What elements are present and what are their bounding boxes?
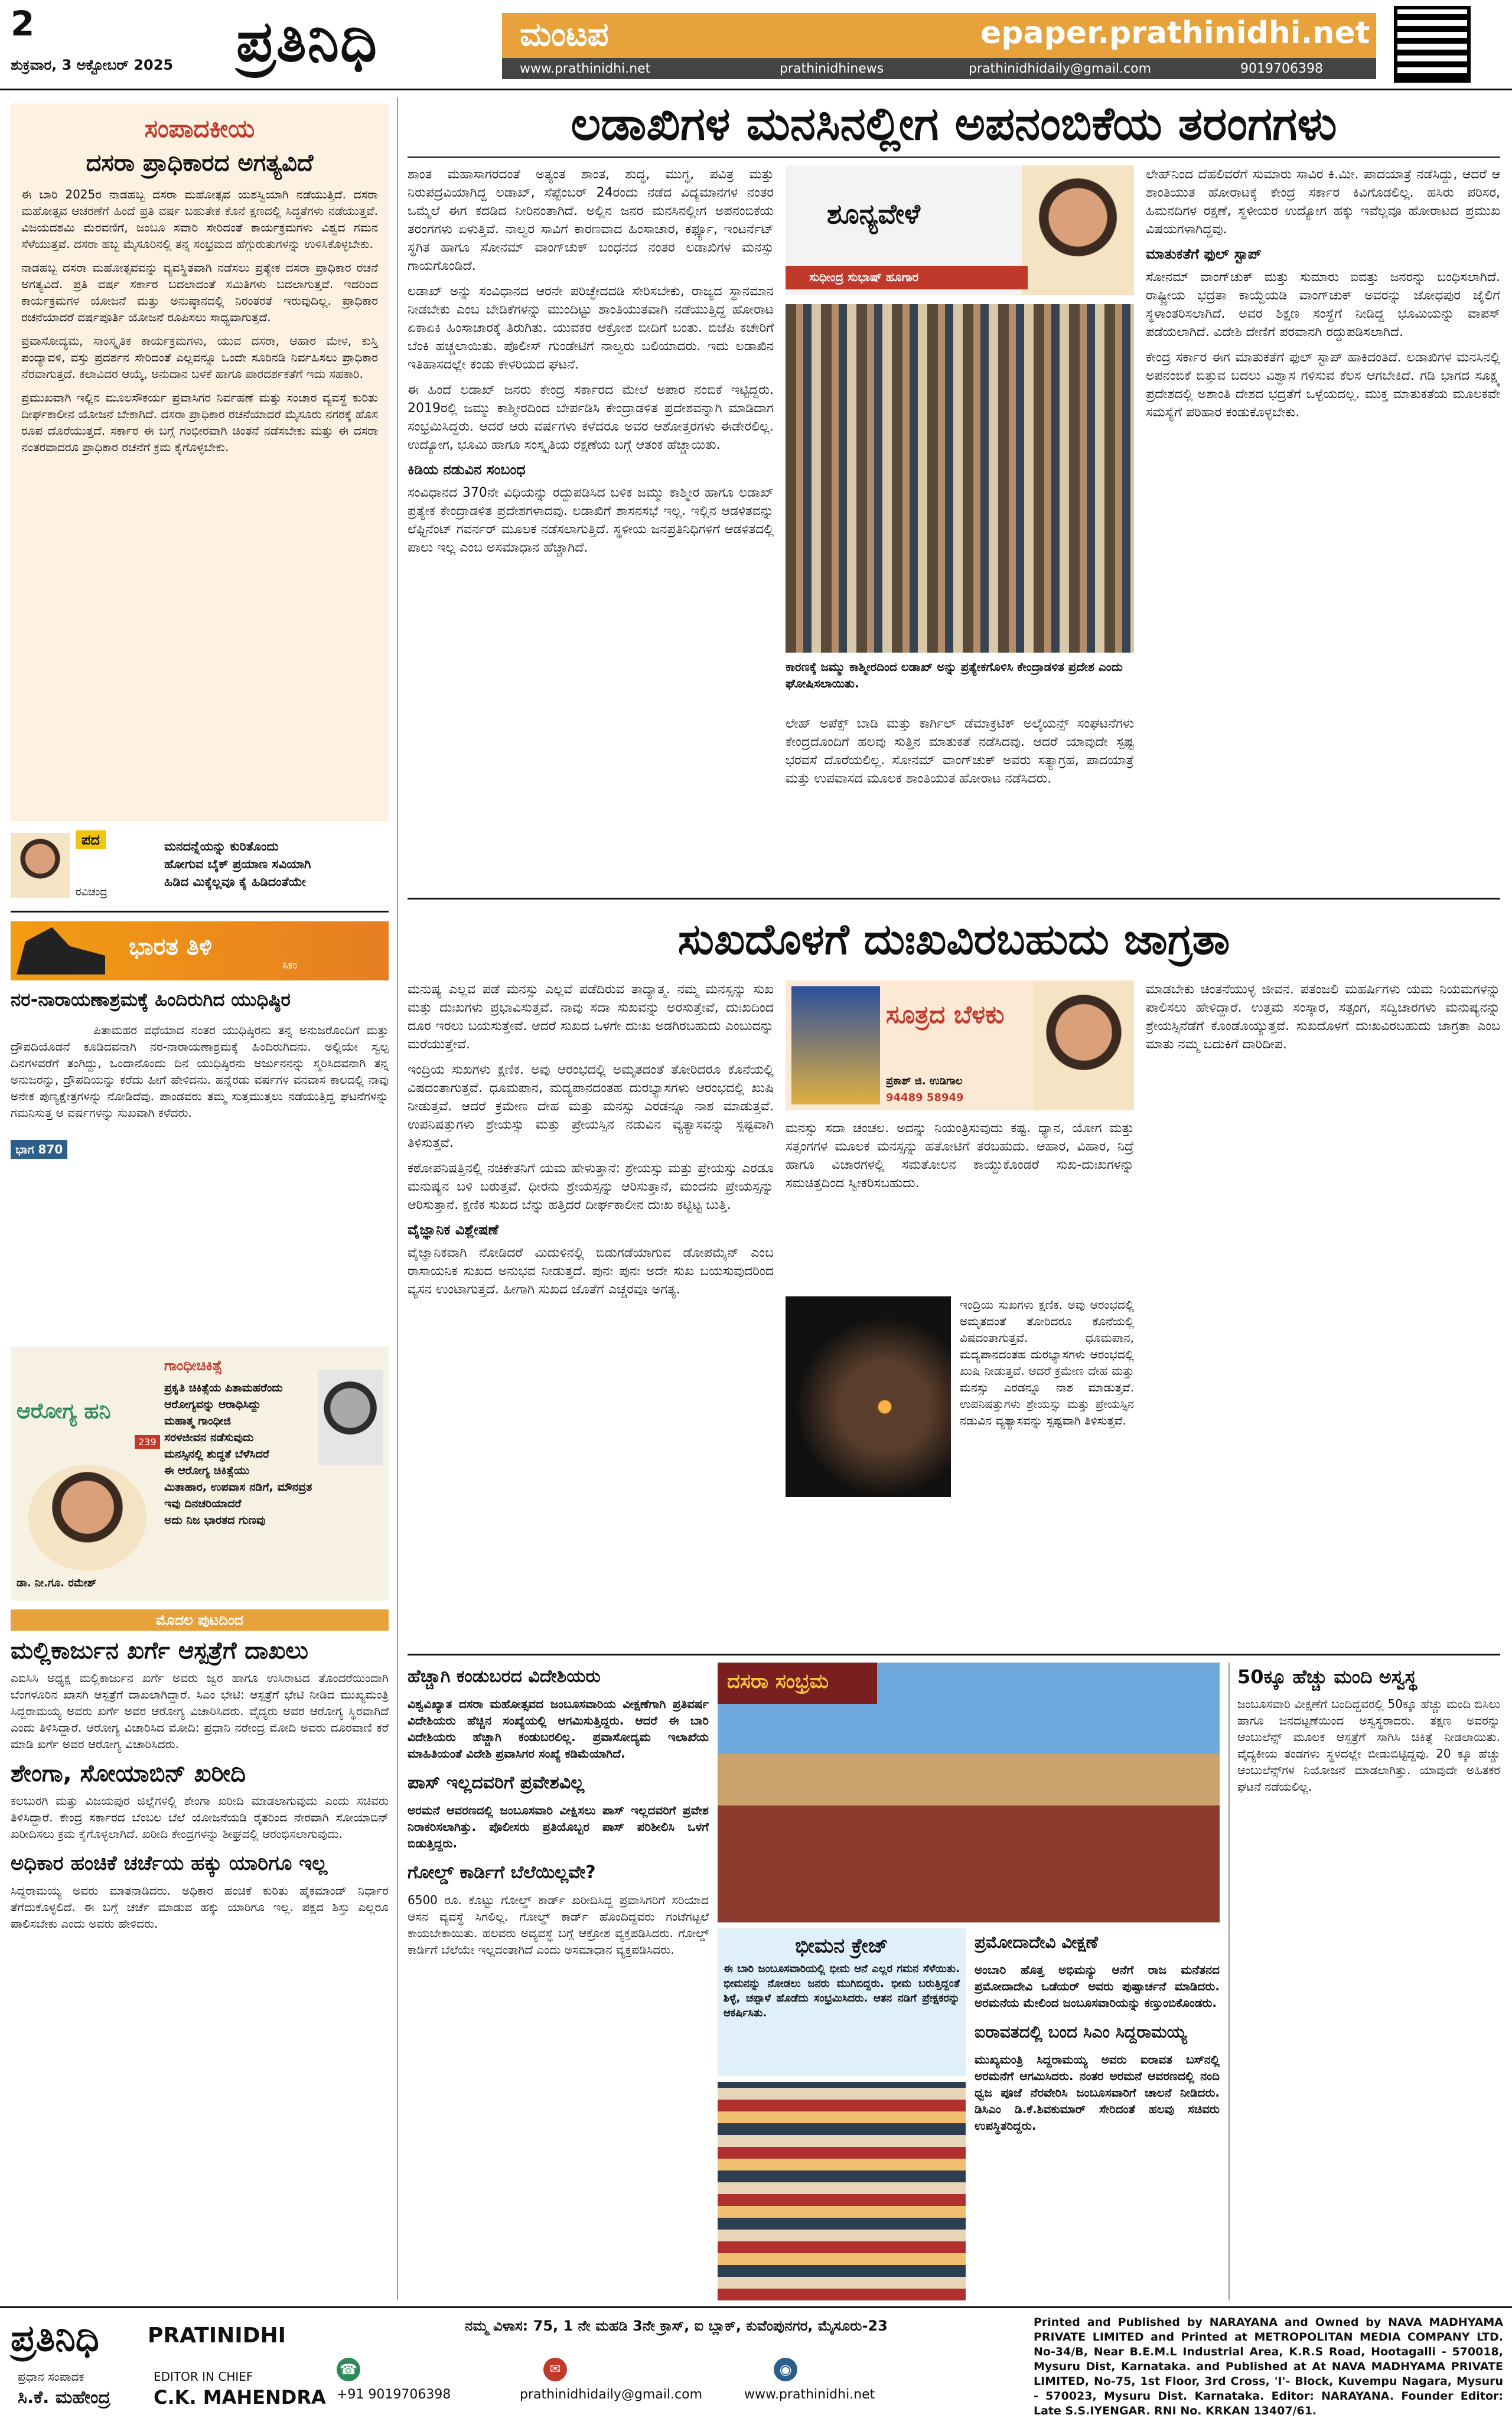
website-link[interactable]: www.prathinidhi.net — [520, 61, 651, 76]
photo-caption: ಕಾರಣಕ್ಕೆ ಜಮ್ಮು ಕಾಶ್ಮೀರದಿಂದ ಲಡಾಖ್ ಅನ್ನು ಪ್ರತ್ಯೇಕಗೊಳಿಸಿ ಕೇಂದ್ರಾಡಳಿತ ಪ್ರದೇಶ ಎಂದು ಘೋಷಿಸಲಾಯಿತು. — [786, 660, 1123, 690]
news-body: ಕಲಬುರಗಿ ಮತ್ತು ವಿಜಯಪುರ ಜಿಲ್ಲೆಗಳಲ್ಲಿ ಶೇಂಗಾ ಖರೀದಿ ಮಾಡಲಾಗುವುದು ಎಂದು ಸಚಿವರು ತಿಳಿಸಿದ್ದಾರೆ. ಕೇಂದ್ರ ಸರ್ಕಾರದ ಬೆಂಬಲ ಬೆಲೆ ಯೋಜನೆಯಡಿ ರೈತರಿಂದ ನೇರವಾಗಿ ಸೋಯಾಬಿನ್ ಖರೀದಿಸಲು ಕ್ರಮ ಕೈಗೊಳ್ಳಲಾಗಿದೆ. ಖರೀದಿ ಕೇಂದ್ರಗಳನ್ನು ಶೀಘ್ರದಲ್ಲಿ ಆರಂಭಿಸಲಾಗುವುದು. — [11, 1794, 389, 1841]
main-headline: ಲಡಾಖಿಗಳ ಮನಸಿನಲ್ಲೀಗ ಅಪನಂಬಿಕೆಯ ತರಂಗಗಳು — [571, 97, 1337, 151]
pada-line: ಮನದನ್ನೆಯನ್ನು ಕುರಿತೊಂದು — [164, 839, 279, 853]
column-name: ಶೂನ್ಯವೇಳೆ — [827, 198, 920, 230]
editor-name-kn: ಸಿ.ಕೆ. ಮಹೇಂದ್ರ — [18, 2387, 111, 2408]
columnist-phone: 94489 58949 — [886, 1091, 964, 1104]
arogya-label: ಆರೋಗ್ಯ ಹನಿ — [17, 1399, 111, 1423]
main-col-3 — [1146, 165, 1500, 892]
masthead-rule — [0, 89, 1512, 90]
arogya-line: ಇವು ದಿನಚರಿಯಾದರೆ — [164, 1497, 242, 1510]
bharata-title: ನರ-ನಾರಾಯಣಾಶ್ರಮಕ್ಕೆ ಹಿಂದಿರುಗಿದ ಯುಧಿಷ್ಠಿರ — [11, 989, 291, 1011]
news-body: ಎಐಸಿಸಿ ಅಧ್ಯಕ್ಷ ಮಲ್ಲಿಕಾರ್ಜುನ ಖರ್ಗೆ ಅವರು ಜ್ವರ ಹಾಗೂ ಉಸಿರಾಟದ ತೊಂದರೆಯಿಂದಾಗಿ ಬೆಂಗಳೂರಿನ ಖಾಸಗಿ ಆಸ್ಪತ್ರೆಗೆ ದಾಖಲಾಗಿದ್ದಾರೆ. ಸಿಎಂ ಭೇಟಿ: ಆಸ್ಪತ್ರೆಗೆ ಭೇಟಿ ನೀಡಿದ ಮುಖ್ಯಮಂತ್ರಿ ಸಿದ್ದರಾಮಯ್ಯ ಅವರು ಖರ್ಗೆ ಅವರ ಆರೋಗ್ಯ ವಿಚಾರಿಸಿದರು. ವೈದ್ಯರು ಅವರ ಆರೋಗ್ಯ ಸ್ಥಿರವಾಗಿದೆ ಎಂದು ತಿಳಿಸಿದ್ದಾರೆ. ಆರೋಗ್ಯ ವಿಚಾರಿಸಿದ ಮೋದಿ: ಪ್ರಧಾನಿ ನರೇಂದ್ರ ಮೋದಿ ಅವರು ದೂರವಾಣಿ ಕರೆ ಮಾಡಿ ಖರ್ಗೆ ಅವರ ಆರೋಗ್ಯ ವಿಚಾರಿಸಿದರು. — [11, 1671, 389, 1751]
bharata-body: ಪಿತಾಮಹರ ವಧೆಯಾದ ನಂತರ ಯುಧಿಷ್ಠಿರನು ತನ್ನ ಅನುಜರೊಂದಿಗೆ ಮತ್ತು ದ್ರೌಪದಿಯೊಡನೆ ಕೂಡಿದವನಾಗಿ ನರ-ನಾರಾಯಣಾಶ್ರಮಕ್ಕೆ ಹಿಂದಿರುಗಿದನು. ಅಲ್ಲಿಯೇ ಸ್ವಲ್ಪ ದಿನಗಳವರೆಗೆ ತಂಗಿದ್ದು, ಒಂದಾನೊಂದು ದಿನ ಯುಧಿಷ್ಠಿರನು ಅರ್ಜುನನನ್ನು ಸ್ಮರಿಸಿದವನಾಗಿ ತನ್ನ ಅನುಜರನ್ನು, ದ್ರೌಪದಿಯನ್ನು ಕರೆದು ಹೀಗೆ ಹೇಳಿದನು. ಹನ್ನೆರಡು ವರ್ಷಗಳ ವನವಾಸ ಕಾಲದಲ್ಲಿ ನಾವು ಅನೇಕ ಪುಣ್ಯಕ್ಷೇತ್ರಗಳನ್ನು ನೋಡಿದೆವು. ಪಾಂಡವರು ತಮ್ಮ ಸುತ್ತಮುತ್ತಲು ನಡೆಯುತ್ತಿದ್ದ ಘಟನೆಗಳನ್ನು ಗಮನಿಸುತ್ತ ಆ ವರ್ಷಗಳನ್ನು ಸುಖವಾಗಿ ಕಳೆದರು. — [11, 1023, 389, 1120]
article-paragraph: ಮನುಷ್ಯ ಎಲ್ಲವ ಪಡೆ ಮನಸ್ಸು ಎಲ್ಲವೆ ಪಡೆದಿರುವ ತಾದ್ಯಾತ್ಮ. ನಮ್ಮ ಮನಸ್ಸನ್ನು ಸುಖ ಮತ್ತು ದುಃಖಗಳು ಪ್ರಭಾವಿಸುತ್ತವೆ. ನಾವು ಸದಾ ಸುಖವನ್ನು ಅರಸುತ್ತೇವೆ, ದುಃಖದಿಂದ ದೂರ ಇರಲು ಬಯಸುತ್ತೇವೆ. ಆದರೆ ಸುಖದ ಒಳಗೇ ದುಃಖ ಅಡಗಿರಬಹುದು ಎಂಬುದನ್ನು ಮರೆಯುತ್ತೇವೆ. — [408, 982, 774, 1052]
phone-icon: ☎ — [337, 2358, 360, 2381]
news-body: ಜಂಬೂಸವಾರಿ ವೀಕ್ಷಣೆಗೆ ಬಂದಿದ್ದವರಲ್ಲಿ 50ಕ್ಕೂ ಹೆಚ್ಚು ಮಂದಿ ಬಿಸಿಲು ಹಾಗೂ ಜನದಟ್ಟಣೆಯಿಂದ ಅಸ್ವಸ್ಥರಾದರು. ತಕ್ಷಣ ಅವರನ್ನು ಆಂಬುಲೆನ್ಸ್ ಮೂಲಕ ಆಸ್ಪತ್ರೆಗೆ ಸಾಗಿಸಿ ಚಿಕಿತ್ಸೆ ನೀಡಲಾಯಿತು. ವೈದ್ಯಕೀಯ ತಂಡಗಳು ಸ್ಥಳದಲ್ಲೇ ಬೀಡುಬಿಟ್ಟಿದ್ದವು. 20 ಕ್ಕೂ ಹೆಚ್ಚು ಆಂಬುಲೆನ್ಸ್‌ಗಳ ನಿಯೋಜನೆ ಮಾಡಲಾಗಿತ್ತು. ಯಾವುದೇ ಅಹಿತಕರ ಘಟನೆ ನಡೆಯಲಿಲ್ಲ. — [1237, 1697, 1500, 1794]
news-title: ಪ್ರಮೋದಾದೇವಿ ವೀಕ್ಷಣೆ — [975, 1932, 1098, 1952]
pada-line: ಹಿಡಿದ ಮಿಕ್ಕೆಲ್ಲವೂ ಕೈ ಹಿಡಿದಂತೆಯೇ — [164, 875, 306, 889]
news-title: ಐರಾವತದಲ್ಲಿ ಬಂದ ಸಿಎಂ ಸಿದ್ದರಾಮಯ್ಯ — [975, 2022, 1187, 2042]
smoker-photo — [786, 1296, 951, 1497]
news-title: ಪಾಸ್ ಇಲ್ಲದವರಿಗೆ ಪ್ರವೇಶವಿಲ್ಲ — [408, 1772, 585, 1793]
article-paragraph: ವೈಜ್ಞಾನಿಕವಾಗಿ ನೋಡಿದರೆ ಮಿದುಳಿನಲ್ಲಿ ಬಿಡುಗಡೆಯಾಗುವ ಡೋಪಮೈನ್ ಎಂಬ ರಾಸಾಯನಿಕ ಸುಖದ ಅನುಭವ ನೀಡುತ್ತದೆ. ಪುನಃ ಪುನಃ ಅದೇ ಸುಖ ಬಯಸುವುದರಿಂದ ವ್ಯಸನ ಉಂಟಾಗುತ್ತದೆ. ಹೀಗಾಗಿ ಸುಖದ ಜೊತೆಗೆ ಎಚ್ಚರವೂ ಅಗತ್ಯ. — [408, 1246, 774, 1297]
arogya-author: ಡಾ. ನೀ.ಗೂ. ರಮೇಶ್ — [17, 1577, 97, 1589]
bharata-badge: ಭಾಗ 870 — [11, 1140, 67, 1159]
ladakh-crowd-photo — [786, 304, 1134, 653]
qr-code-icon[interactable] — [1394, 6, 1471, 83]
news-body: ಅರಮನೆ ಆವರಣದಲ್ಲಿ ಜಂಬೂಸವಾರಿ ವೀಕ್ಷಿಸಲು ಪಾಸ್ ಇಲ್ಲದವರಿಗೆ ಪ್ರವೇಶ ನಿರಾಕರಿಸಲಾಗಿತ್ತು. ಪೊಲೀಸರು ಪ್ರತಿಯೊಬ್ಬರ ಪಾಸ್ ಪರಿಶೀಲಿಸಿ ಒಳಗೆ ಬಿಡುತ್ತಿದ್ದರು. — [408, 1803, 709, 1850]
sootra-banner — [786, 980, 1134, 1110]
masthead-logo: ಪ್ರತಿನಿಧಿ — [236, 8, 379, 74]
email-link[interactable]: prathinidhidaily@gmail.com — [969, 61, 1152, 76]
main-col-1 — [408, 165, 774, 892]
news-body: ಸಿದ್ದರಾಮಯ್ಯ ಅವರು ಮಾತನಾಡಿದರು. ಅಧಿಕಾರ ಹಂಚಿಕೆ ಕುರಿತು ಹೈಕಮಾಂಡ್ ನಿರ್ಧಾರ ತೆಗೆದುಕೊಳ್ಳಲಿದೆ. ಈ ಬಗ್ಗೆ ಚರ್ಚೆ ಮಾಡುವ ಹಕ್ಕು ಯಾರಿಗೂ ಇಲ್ಲ. ಪಕ್ಷದ ಶಿಸ್ತು ಎಲ್ಲರೂ ಪಾಲಿಸಬೇಕು ಎಂದು ಅವರು ಹೇಳಿದರು. — [11, 1883, 389, 1931]
globe-icon: ◉ — [774, 2358, 797, 2381]
page-number: 2 — [11, 4, 35, 44]
arogya-line: ಮನಸ್ಸಿನಲ್ಲಿ ಶುದ್ಧತೆ ಬೆಳೆಸಿದರೆ — [164, 1448, 269, 1461]
arogya-line: ಆರೋಗ್ಯವನ್ನು ಆರಾಧಿಸಿದ್ದು — [164, 1398, 261, 1411]
article-subhead: ಕಿಡಿಯ ನಡುವಿನ ಸಂಬಂಧ — [408, 461, 526, 478]
arogya-subtitle: ಗಾಂಧೀಚಿಕಿತ್ಸೆ — [164, 1357, 222, 1374]
footer-phone[interactable]: +91 9019706398 — [337, 2387, 451, 2402]
column-banner — [786, 165, 1134, 295]
footer-email[interactable]: prathinidhidaily@gmail.com — [520, 2387, 703, 2402]
columnist-name: ಸುಧೀಂದ್ರ ಸುಭಾಷ್ ಹೂಗಾರ — [809, 270, 919, 284]
pada-line: ಹೋಗುವ ಬೈಕ್ ಪ್ರಯಾಣ ಸವಿಯಾಗಿ — [164, 857, 311, 871]
bottom-col-1 — [408, 1663, 709, 2300]
article-paragraph: ಕಠೋಪನಿಷತ್ತಿನಲ್ಲಿ ನಚಿಕೇತನಿಗೆ ಯಮ ಹೇಳುತ್ತಾನೆ: ಶ್ರೇಯಸ್ಸು ಮತ್ತು ಪ್ರೇಯಸ್ಸು ಎರಡೂ ಮನುಷ್ಯನ ಬಳಿ ಬರುತ್ತವೆ. ಧೀರನು ಶ್ರೇಯಸ್ಸನ್ನು ಆರಿಸುತ್ತಾನೆ, ಮಂದನು ಪ್ರೇಯಸ್ಸನ್ನು ಆರಿಸುತ್ತಾನೆ. ಕ್ಷಣಿಕ ಸುಖದ ಬೆನ್ನು ಹತ್ತಿದರೆ ದೀರ್ಘಕಾಲೀನ ದುಃಖ ಕಟ್ಟಿಟ್ಟ ಬುತ್ತಿ. — [408, 1161, 774, 1213]
column-divider — [1228, 1663, 1230, 2300]
social-handle[interactable]: prathinidhinews — [780, 61, 884, 76]
pada-author-photo — [11, 833, 70, 898]
section-rule — [408, 1654, 1500, 1655]
left-news-label: ಮೊದಲ ಪುಟದಿಂದ — [11, 1609, 389, 1631]
footer-logo-en: PRATINIDHI — [148, 2323, 286, 2348]
crowd-photo — [718, 2082, 966, 2300]
arogya-line: ಸರಳಜೀವನ ನಡೆಸುವುದು — [164, 1431, 254, 1444]
article-paragraph: ಮಾಡಬೇಕು ಚಿಂತನೆಯುಳ್ಳ ಜೀವನ. ಪತಂಜಲಿ ಮಹರ್ಷಿಗಳು ಯಮ ನಿಯಮಗಳನ್ನು ಪಾಲಿಸಲು ಹೇಳಿದ್ದಾರೆ. ಉತ್ತಮ ಸಂಸ್ಕಾರ, ಸತ್ಸಂಗ, ಸದ್ವಿಚಾರಗಳು ಮನುಷ್ಯನನ್ನು ಶ್ರೇಯಸ್ಸಿನೆಡೆಗೆ ಕೊಂಡೊಯ್ಯುತ್ತವೆ. ಸುಖದೊಳಗೆ ದುಃಖವಿರಬಹುದು ಜಾಗ್ರತಾ ಎಂಬ ಮಾತು ನಮ್ಮ ಬದುಕಿಗೆ ದಾರಿದೀಪ. — [1146, 982, 1500, 1052]
footer-website[interactable]: www.prathinidhi.net — [744, 2387, 875, 2402]
article-subhead: ಮಾತುಕತೆಗೆ ಫುಲ್ ಸ್ಟಾಪ್ — [1146, 246, 1262, 262]
dasara-label: ದಸರಾ ಸಂಭ್ರಮ — [727, 1670, 829, 1693]
editor-name-en: C.K. MAHENDRA — [154, 2386, 326, 2409]
bottom-col-3 — [975, 1928, 1220, 2300]
bharata-banner — [11, 921, 389, 980]
news-body: ಮುಖ್ಯಮಂತ್ರಿ ಸಿದ್ದರಾಮಯ್ಯ ಅವರು ಐರಾವತ ಬಸ್‌ನಲ್ಲಿ ಅರಮನೆಗೆ ಆಗಮಿಸಿದರು. ನಂತರ ಅರಮನೆ ಆವರಣದಲ್ಲಿ ನಂದಿ ಧ್ವಜ ಪೂಜೆ ನೆರವೇರಿಸಿ ಜಂಬೂಸವಾರಿಗೆ ಚಾಲನೆ ನೀಡಿದರು. ಡಿಸಿಎಂ ಡಿ.ಕೆ.ಶಿವಕುಮಾರ್ ಸೇರಿದಂತೆ ಹಲವು ಸಚಿವರು ಉಪಸ್ಥಿತರಿದ್ದರು. — [975, 2052, 1220, 2133]
footer — [0, 2310, 1512, 2428]
news-title: ಅಧಿಕಾರ ಹಂಚಿಕೆ ಚರ್ಚೆಯ ಹಕ್ಕು ಯಾರಿಗೂ ಇಲ್ಲ — [11, 1852, 328, 1875]
chariot-icon — [17, 927, 105, 975]
news-title: ಶೇಂಗಾ, ಸೋಯಾಬಿನ್ ಖರೀದಿ — [11, 1760, 246, 1787]
article-paragraph: ಕೇಂದ್ರ ಸರ್ಕಾರ ಈಗ ಮಾತುಕತೆಗೆ ಫುಲ್ ಸ್ಟಾಪ್ ಹಾಕಿದಂತಿದೆ. ಲಡಾಖಿಗಳ ಮನಸಿನಲ್ಲಿ ಅಪನಂಬಿಕೆ ಬಿತ್ತುವ ಬದಲು ವಿಶ್ವಾಸ ಗಳಿಸುವ ಕೆಲಸ ಆಗಬೇಕಿದೆ. ಗಡಿ ಭಾಗದ ಸೂಕ್ಷ್ಮ ಪ್ರದೇಶದಲ್ಲಿ ಅಶಾಂತಿ ದೇಶದ ಭದ್ರತೆಗೆ ಒಳ್ಳೆಯದಲ್ಲ. ಮುಕ್ತ ಮಾತುಕತೆಯ ಮೂಲಕವೇ ಸಮಸ್ಯೆಗೆ ಪರಿಹಾರ ಕಂಡುಕೊಳ್ಳಬೇಕು. — [1146, 350, 1500, 420]
bheema-box — [718, 1928, 966, 2076]
columnist-photo — [1034, 980, 1134, 1110]
columnist-photo — [1022, 165, 1134, 295]
arogya-box — [11, 1347, 389, 1601]
article-paragraph: ಲೇಹ್‌ನಿಂದ ದೆಹಲಿವರೆಗೆ ಸುಮಾರು ಸಾವಿರ ಕಿ.ಮೀ. ಪಾದಯಾತ್ರೆ ನಡೆಸಿದ್ದು, ಆದರೆ ಆ ಶಾಂತಿಯುತ ಹೋರಾಟಕ್ಕೆ ಕೇಂದ್ರ ಸರ್ಕಾರ ಕಿವಿಗೊಡಲಿಲ್ಲ. ಹಸಿರು ಪರಿಸರ, ಹಿಮನದಿಗಳ ರಕ್ಷಣೆ, ಸ್ಥಳೀಯರ ಉದ್ಯೋಗ ಹಕ್ಕು ಇವೆಲ್ಲವೂ ಹೋರಾಟದ ಪ್ರಮುಖ ವಿಷಯಗಳಾಗಿದ್ದವು. — [1146, 167, 1500, 237]
epaper-link[interactable]: epaper.prathinidhi.net — [980, 15, 1370, 51]
arogya-line: ಈ ಆರೋಗ್ಯ ಚಿಕಿತ್ಸೆಯು — [164, 1464, 250, 1477]
editorial-paragraph: ಈ ಬಾರಿ 2025ರ ನಾಡಹಬ್ಬ ದಸರಾ ಮಹೋತ್ಸವ ಯಶಸ್ವಿಯಾಗಿ ನಡೆಯುತ್ತಿದೆ. ದಸರಾ ಮಹೋತ್ಸವ ಆಚರಣೆಗೆ ಹಿಂದೆ ಪ್ರತಿ ವರ್ಷ ಬಹುತೇಕ ಕೊನೆ ಕ್ಷಣದಲ್ಲಿ ಸಿದ್ಧತೆಗಳು ನಡೆಯುತ್ತವೆ. ವಿಜಯದಶಮಿ ಮೆರವಣಿಗೆ, ಜಂಬೂ ಸವಾರಿ ಸೇರಿದಂತೆ ಕಾರ್ಯಕ್ರಮಗಳು ವಿಶ್ವದ ಗಮನ ಸೆಳೆಯುತ್ತವೆ. ದಸರಾ ಹಬ್ಬ ಮೈಸೂರಿನಲ್ಲಿ ತನ್ನ ಸಂಭ್ರಮದ ಹೆಗ್ಗುರುತುಗಳನ್ನು ಉಳಿಸಿಕೊಳ್ಳಬೇಕು. — [21, 187, 378, 251]
arogya-verse — [164, 1380, 330, 1529]
columnist-name: ಪ್ರಕಾಶ್ ಜಿ. ಉಡಿಗಾಲ — [886, 1075, 963, 1087]
editorial-title: ದಸರಾ ಪ್ರಾಧಿಕಾರದ ಅಗತ್ಯವಿದೆ — [86, 149, 314, 177]
arogya-line: ಅದು ನಿಜ ಭಾರತದ ಗುಣವು — [164, 1514, 266, 1527]
arogya-line: ಪ್ರಕೃತಿ ಚಿಕಿತ್ಸೆಯ ಪಿತಾಮಹರೆಂದು — [164, 1381, 283, 1394]
footer-logo: ಪ್ರತಿನಿಧಿ — [11, 2316, 99, 2359]
deity-image — [791, 986, 880, 1104]
bharata-label: ಭಾರತ ತಿಳಿ — [129, 933, 212, 960]
date-line: ಶುಕ್ರವಾರ, 3 ಅಕ್ಟೋಬರ್ 2025 — [11, 57, 174, 73]
editorial-paragraph: ಪ್ರವಾಸೋದ್ಯಮ, ಸಾಂಸ್ಕೃತಿಕ ಕಾರ್ಯಕ್ರಮಗಳು, ಯುವ ದಸರಾ, ಆಹಾರ ಮೇಳ, ಕುಸ್ತಿ ಪಂದ್ಯಾವಳಿ, ವಸ್ತು ಪ್ರದರ್ಶನ ಸೇರಿದಂತೆ ಎಲ್ಲವನ್ನೂ ಒಂದೇ ಸೂರಿನಡಿ ನಿರ್ವಹಿಸಲು ಪ್ರಾಧಿಕಾರ ನೆರವಾಗುತ್ತದೆ. ಕಲಾವಿದರ ಆಯ್ಕೆ, ಅನುದಾನ ಬಳಕೆ ಹಾಗೂ ಪಾರದರ್ಶಕತೆಗೆ ಇದು ಸಹಕಾರಿ. — [21, 334, 378, 381]
pada-author: ರವಿಚಂದ್ರ — [76, 886, 107, 898]
arogya-author-photo — [28, 1465, 146, 1571]
news-body: ಅಂಬಾರಿ ಹೊತ್ತ ಅಭಿಮನ್ಯು ಆನೆಗೆ ರಾಜ ಮನೆತನದ ಪ್ರಮೋದಾದೇವಿ ಒಡೆಯರ್ ಅವರು ಪುಷ್ಪಾರ್ಚನೆ ಮಾಡಿದರು. ಅರಮನೆಯ ಮೇಲಿಂದ ಜಂಬೂಸವಾರಿಯನ್ನು ಕಣ್ತುಂಬಿಕೊಂಡರು. — [975, 1963, 1220, 2010]
article-paragraph: ಇಂದ್ರಿಯ ಸುಖಗಳು ಕ್ಷಣಿಕ. ಅವು ಆರಂಭದಲ್ಲಿ ಅಮೃತದಂತೆ ತೋರಿದರೂ ಕೊನೆಯಲ್ಲಿ ವಿಷದಂತಾಗುತ್ತವೆ. ಧೂಮಪಾನ, ಮದ್ಯಪಾನದಂತಹ ದುರಭ್ಯಾಸಗಳು ಆರಂಭದಲ್ಲಿ ಖುಷಿ ನೀಡುತ್ತವೆ. ಆದರೆ ಕ್ರಮೇಣ ದೇಹ ಮತ್ತು ಮನಸ್ಸು ಎರಡನ್ನೂ ನಾಶ ಮಾಡುತ್ತವೆ. ಉಪನಿಷತ್ತುಗಳು ಶ್ರೇಯಸ್ಸು ಮತ್ತು ಪ್ರೇಯಸ್ಸಿನ ನಡುವಿನ ವ್ಯತ್ಯಾಸವನ್ನು ಸ್ಪಷ್ಟವಾಗಿ ತಿಳಿಸುತ್ತವೆ. — [408, 1063, 774, 1151]
phone-number[interactable]: 9019706398 — [1240, 61, 1323, 76]
article-paragraph: ಇಂದ್ರಿಯ ಸುಖಗಳು ಕ್ಷಣಿಕ. ಅವು ಆರಂಭದಲ್ಲಿ ಅಮೃತದಂತೆ ತೋರಿದರೂ ಕೊನೆಯಲ್ಲಿ ವಿಷದಂತಾಗುತ್ತವೆ. ಧೂಮಪಾನ, ಮದ್ಯಪಾನದಂತಹ ದುರಭ್ಯಾಸಗಳು ಆರಂಭದಲ್ಲಿ ಖುಷಿ ನೀಡುತ್ತವೆ. ಆದರೆ ಕ್ರಮೇಣ ದೇಹ ಮತ್ತು ಮನಸ್ಸು ಎರಡನ್ನೂ ನಾಶ ಮಾಡುತ್ತವೆ. ಉಪನಿಷತ್ತುಗಳು ಶ್ರೇಯಸ್ಸು ಮತ್ತು ಪ್ರೇಯಸ್ಸಿನ ನಡುವಿನ ವ್ಯತ್ಯಾಸವನ್ನು ಸ್ಪಷ್ಟವಾಗಿ ತಿಳಿಸುತ್ತವೆ. — [960, 1298, 1134, 1428]
editorial-paragraph: ನಾಡಹಬ್ಬ ದಸರಾ ಮಹೋತ್ಸವವನ್ನು ವ್ಯವಸ್ಥಿತವಾಗಿ ನಡೆಸಲು ಪ್ರತ್ಯೇಕ ದಸರಾ ಪ್ರಾಧಿಕಾರ ರಚನೆ ಅಗತ್ಯವಿದೆ. ಪ್ರತಿ ವರ್ಷ ಸರ್ಕಾರ ಬದಲಾದಂತೆ ಸಮಿತಿಗಳು ಬದಲಾಗುತ್ತವೆ. ಇದರಿಂದ ಕಾರ್ಯಕ್ರಮಗಳ ಯೋಜನೆ ಮತ್ತು ಅನುಷ್ಠಾನದಲ್ಲಿ ನಿರಂತರತೆ ಇರುವುದಿಲ್ಲ. ಪ್ರಾಧಿಕಾರ ರಚನೆಯಾದರೆ ವರ್ಷಪೂರ್ತಿ ಯೋಜನೆ ರೂಪಿಸಲು ಸಾಧ್ಯವಾಗುತ್ತದೆ. — [21, 260, 378, 324]
pada-box — [11, 827, 389, 912]
footer-rule — [0, 2306, 1512, 2308]
news-title: ಗೋಲ್ಡ್ ಕಾರ್ಡಿಗೆ ಬೆಲೆಯಿಲ್ಲವೇ? — [408, 1862, 596, 1883]
editorial-label: ಸಂಪಾದಕೀಯ — [144, 114, 255, 143]
headline-rule — [408, 157, 1500, 158]
arogya-line: ಮಹಾತ್ಮ ಗಾಂಧೀಜಿ — [164, 1415, 232, 1428]
news-title: ಮಲ್ಲಿಕಾರ್ಜುನ ಖರ್ಗೆ ಆಸ್ಪತ್ರೆಗೆ ದಾಖಲು — [11, 1637, 308, 1664]
editorial-paragraph: ಪ್ರಮುಖವಾಗಿ ಇಲ್ಲಿನ ಮೂಲಸೌಕರ್ಯ ಪ್ರವಾಸಿಗರ ನಿರ್ವಹಣೆ ಮತ್ತು ಸಂಚಾರ ವ್ಯವಸ್ಥೆ ಕುರಿತು ದೀರ್ಘಕಾಲೀನ ಯೋಜನೆ ಬೇಕಾಗಿದೆ. ದಸರಾ ಪ್ರಾಧಿಕಾರ ರಚನೆಯಾದರೆ ಮೈಸೂರು ನಗರಕ್ಕೆ ಹೊಸ ರೂಪ ದೊರೆಯುತ್ತದೆ. ಸರ್ಕಾರ ಈ ಬಗ್ಗೆ ಗಂಭೀರವಾಗಿ ಚಿಂತನೆ ನಡೆಸಬೇಕು ಮತ್ತು ಈ ದಸರಾ ನಂತರವಾದರೂ ಪ್ರಾಧಿಕಾರ ರಚನೆಗೆ ಕ್ರಮ ಕೈಗೊಳ್ಳಬೇಕು. — [21, 390, 378, 454]
masthead — [0, 0, 1512, 86]
news-title: 50ಕ್ಕೂ ಹೆಚ್ಚು ಮಂದಿ ಅಸ್ವಸ್ಥ — [1237, 1666, 1417, 1688]
pada-verse — [164, 837, 311, 891]
news-body: ಈ ಬಾರಿ ಜಂಬೂಸವಾರಿಯಲ್ಲಿ ಭೀಮ ಆನೆ ಎಲ್ಲರ ಗಮನ ಸೆಳೆಯಿತು. ಭೀಮನನ್ನು ನೋಡಲು ಜನರು ಮುಗಿಬಿದ್ದರು. ಭೀಮ ಬರುತ್ತಿದ್ದಂತೆ ಶಿಳ್ಳೆ, ಚಪ್ಪಾಳೆ ಹೊಡೆದು ಸಂಭ್ರಮಿಸಿದರು. ಆತನ ನಡಿಗೆ ಪ್ರೇಕ್ಷಕರನ್ನು ಆಕರ್ಷಿಸಿತು. — [724, 1963, 960, 2019]
arogya-number: 239 — [135, 1435, 160, 1449]
section-rule — [408, 898, 1500, 899]
footer-address: ನಮ್ಮ ವಿಳಾಸ: 75, 1 ನೇ ಮಹಡಿ 3ನೇ ಕ್ರಾಸ್, ಐ ಬ್ಲಾಕ್, ಕುವೆಂಪುನಗರ, ಮೈಸೂರು-23 — [465, 2318, 888, 2334]
article-paragraph: ಸಂವಿಧಾನದ 370ನೇ ವಿಧಿಯನ್ನು ರದ್ದುಪಡಿಸಿದ ಬಳಿಕ ಜಮ್ಮು ಕಾಶ್ಮೀರ ಹಾಗೂ ಲಡಾಖ್ ಪ್ರತ್ಯೇಕ ಕೇಂದ್ರಾಡಳಿತ ಪ್ರದೇಶಗಳಾದವು. ಲಡಾಖಿಗೆ ಶಾಸನಸಭೆ ಇಲ್ಲ. ಇಲ್ಲಿನ ಆಡಳಿತವನ್ನು ಲೆಫ್ಟಿನೆಂಟ್ ಗವರ್ನರ್ ಮೂಲಕ ನಡೆಸಲಾಗುತ್ತಿದೆ. ಸ್ಥಳೀಯ ಜನಪ್ರತಿನಿಧಿಗಳಿಗೆ ಆಡಳಿತದಲ್ಲಿ ಪಾಲು ಇಲ್ಲ ಎಂಬ ಅಸಮಾಧಾನ ಹೆಚ್ಚಾಗಿದೆ. — [408, 485, 774, 555]
article-paragraph: ಸೋನಮ್ ವಾಂಗ್‌ಚುಕ್ ಮತ್ತು ಸುಮಾರು ಐವತ್ತು ಜನರನ್ನು ಬಂಧಿಸಲಾಗಿದೆ. ರಾಷ್ಟ್ರೀಯ ಭದ್ರತಾ ಕಾಯ್ದೆಯಡಿ ವಾಂಗ್‌ಚುಕ್ ಅವರನ್ನು ಜೋಧಪುರ ಜೈಲಿಗೆ ಸ್ಥಳಾಂತರಿಸಲಾಗಿದೆ. ಅವರ ಶಿಕ್ಷಣ ಸಂಸ್ಥೆಗೆ ನೀಡಿದ್ದ ಭೂಮಿಯನ್ನು ವಾಪಸ್ ಪಡೆಯಲಾಗಿದೆ. ವಿದೇಶಿ ದೇಣಿಗೆ ಪರವಾನಗಿ ರದ್ದುಪಡಿಸಲಾಗಿದೆ. — [1146, 270, 1500, 340]
editor-label-kn: ಪ್ರಧಾನ ಸಂಪಾದಕ — [18, 2370, 84, 2384]
second-headline: ಸುಖದೊಳಗೆ ದುಃಖವಿರಬಹುದು ಜಾಗ್ರತಾ — [677, 914, 1230, 964]
bharata-author: ಸಿಕಂ — [282, 959, 298, 972]
arogya-line: ಮಿತಾಹಾರ, ಉಪವಾಸ ನಡಿಗೆ, ಮೌನವ್ರತ — [164, 1481, 312, 1494]
news-title: ಹೆಚ್ಚಾಗಿ ಕಂಡುಬರದ ವಿದೇಶಿಯರು — [408, 1666, 601, 1687]
column-name: ಸೂತ್ರದ ಬೆಳಕು — [886, 1000, 1005, 1029]
article-paragraph: ಲೇಹ್ ಅಪೆಕ್ಸ್ ಬಾಡಿ ಮತ್ತು ಕಾರ್ಗಿಲ್ ಡೆಮಾಕ್ರಟಿಕ್ ಅಲೈಯನ್ಸ್ ಸಂಘಟನೆಗಳು ಕೇಂದ್ರದೊಂದಿಗೆ ಹಲವು ಸುತ್ತಿನ ಮಾತುಕತೆ ನಡೆಸಿದವು. ಆದರೆ ಯಾವುದೇ ಸ್ಪಷ್ಟ ಭರವಸೆ ದೊರೆಯಲಿಲ್ಲ. ಸೋನಮ್ ವಾಂಗ್‌ಚುಕ್ ಅವರು ಸತ್ಯಾಗ್ರಹ, ಪಾದಯಾತ್ರೆ ಮತ್ತು ಉಪವಾಸದ ಮೂಲಕ ಶಾಂತಿಯುತ ಹೋರಾಟ ನಡೆಸಿದರು. — [786, 716, 1134, 786]
article-paragraph: ಲಡಾಖ್ ಅನ್ನು ಸಂವಿಧಾನದ ಆರನೇ ಪರಿಚ್ಛೇದದಡಿ ಸೇರಿಸಬೇಕು, ರಾಜ್ಯದ ಸ್ಥಾನಮಾನ ನೀಡಬೇಕು ಎಂಬ ಬೇಡಿಕೆಗಳನ್ನು ಮುಂದಿಟ್ಟು ಶಾಂತಿಯುತವಾಗಿ ನಡೆಯುತ್ತಿದ್ದ ಹೋರಾಟ ಏಕಾಏಕಿ ಹಿಂಸಾಚಾರಕ್ಕೆ ತಿರುಗಿತು. ಯುವಕರ ಆಕ್ರೋಶ ಬೀದಿಗೆ ಬಂತು. ಬಿಜೆಪಿ ಕಚೇರಿಗೆ ಬೆಂಕಿ ಹಚ್ಚಲಾಯಿತು. ಪೊಲೀಸ್ ಗುಂಡೇಟಿಗೆ ನಾಲ್ವರು ಬಲಿಯಾದರು. ಇದು ಲಡಾಖಿನ ಇತಿಹಾಸದಲ್ಲೇ ಕಂಡು ಕೇಳರಿಯದ ಘಟನೆ. — [408, 284, 774, 372]
footer-imprint: Printed and Published by NARAYANA and Owned by NAVA MADHYAMA PRIVATE LIMITED and Printed at METROPOLITAN MEDIA COMPANY LTD. No-34/B, Near B.E.M.L Industrial Area, K.R.S Road, Hootagalli - 570018, Mysuru Dist, Karnataka. and Published at At NAVA MADHYAMA PRIVATE LIMITED, No-75, 1st Floor, 3rd Cross, 'I'- Block, Kuvempu Nagara, Mysuru - 570023, Mysuru Dist. Karnataka. Editor: NARAYANA. Founder Editor: Late S.S.IYENGAR. RNI No. KRKAN 13407/61. — [1034, 2316, 1503, 2417]
article-paragraph: ಶಾಂತ ಮಹಾಸಾಗರದಂತೆ ಅತ್ಯಂತ ಶಾಂತ, ಶುದ್ಧ, ಮುಗ್ಧ, ಪವಿತ್ರ ಮತ್ತು ನಿರುಪದ್ರವಿಯಾಗಿದ್ದ ಲಡಾಖ್, ಸೆಪ್ಟೆಂಬರ್ 24ರಂದು ನಡೆದ ವಿದ್ಯಮಾನಗಳ ನಂತರ ಒಮ್ಮೆಲೆ ಈಗ ಕದಡಿದ ನೀರಿನಂತಾಗಿದೆ. ಅಲ್ಲಿನ ಜನರ ಮನಸಿನಲ್ಲೀಗ ಅಪನಂಬಿಕೆಯ ತರಂಗಗಳು ಏಳುತ್ತಿವೆ. ನಾಲ್ವರ ಸಾವಿಗೆ ಕಾರಣವಾದ ಹಿಂಸಾಚಾರ, ಕರ್ಫ್ಯೂ, ಇಂಟರ್ನೆಟ್ ಸ್ಥಗಿತ ಹಾಗೂ ಸೋನಮ್ ವಾಂಗ್‌ಚುಕ್ ಬಂಧನದ ನಂತರ ಲಡಾಖಿಗಳ ಮನಸ್ಸು ಗಾಯಗೊಂಡಿದೆ. — [408, 167, 774, 273]
section-name: ಮಂಟಪ — [520, 15, 609, 54]
bottom-col-4 — [1237, 1663, 1500, 2300]
editorial — [11, 103, 389, 821]
news-title: ಭೀಮನ ಕ್ರೇಜ್ — [795, 1934, 888, 1958]
article-paragraph: ಈ ಹಿಂದೆ ಲಡಾಖ್ ಜನರು ಕೇಂದ್ರ ಸರ್ಕಾರದ ಮೇಲೆ ಅಪಾರ ನಂಬಿಕೆ ಇಟ್ಟಿದ್ದರು. 2019ರಲ್ಲಿ ಜಮ್ಮು ಕಾಶ್ಮೀರದಿಂದ ಬೇರ್ಪಡಿಸಿ ಕೇಂದ್ರಾಡಳಿತ ಪ್ರದೇಶವನ್ನಾಗಿ ಮಾಡಿದಾಗ ಸಂಭ್ರಮಿಸಿದ್ದರು. ಆದರೆ ಆರು ವರ್ಷಗಳು ಕಳೆದರೂ ಅವರ ಆಶೋತ್ತರಗಳು ಈಡೇರಲಿಲ್ಲ. ಉದ್ಯೋಗ, ಭೂಮಿ ಹಾಗೂ ಸಂಸ್ಕೃತಿಯ ರಕ್ಷಣೆಯ ಬಗ್ಗೆ ಆತಂಕ ಹೆಚ್ಚಾಯಿತು. — [408, 383, 774, 452]
column-divider — [397, 97, 398, 2300]
left-news — [11, 1609, 389, 2300]
dasara-photo — [718, 1663, 1220, 1922]
article-subhead: ವೈಜ್ಞಾನಿಕ ವಿಶ್ಲೇಷಣೆ — [408, 1221, 498, 1238]
second-col-1 — [408, 980, 774, 1642]
editor-label-en: EDITOR IN CHIEF — [154, 2370, 253, 2384]
pada-label: ಪದ — [76, 830, 106, 849]
news-body: ವಿಶ್ವವಿಖ್ಯಾತ ದಸರಾ ಮಹೋತ್ಸವದ ಜಂಬೂಸವಾರಿಯ ವೀಕ್ಷಣೆಗಾಗಿ ಪ್ರತಿವರ್ಷ ವಿದೇಶಿಯರು ಹೆಚ್ಚಿನ ಸಂಖ್ಯೆಯಲ್ಲಿ ಆಗಮಿಸುತ್ತಿದ್ದರು. ಆದರೆ ಈ ಬಾರಿ ವಿದೇಶಿಯರು ಹೆಚ್ಚಾಗಿ ಕಂಡುಬರಲಿಲ್ಲ. ಪ್ರವಾಸೋದ್ಯಮ ಇಲಾಖೆಯ ಮಾಹಿತಿಯಂತೆ ವಿದೇಶಿ ಪ್ರವಾಸಿಗರ ಸಂಖ್ಯೆ ಕಡಿಮೆಯಾಗಿದೆ. — [408, 1697, 709, 1761]
news-body: 6500 ರೂ. ಕೊಟ್ಟು ಗೋಲ್ಡ್ ಕಾರ್ಡ್ ಖರೀದಿಸಿದ್ದ ಪ್ರವಾಸಿಗರಿಗೆ ಸರಿಯಾದ ಆಸನ ವ್ಯವಸ್ಥೆ ಸಿಗಲಿಲ್ಲ. ಗೋಲ್ಡ್ ಕಾರ್ಡ್ ಹೊಂದಿದ್ದವರು ಗಂಟೆಗಟ್ಟಲೆ ಕಾಯಬೇಕಾಯಿತು. ಹಲವರು ಅವ್ಯವಸ್ಥೆ ಬಗ್ಗೆ ಆಕ್ರೋಶ ವ್ಯಕ್ತಪಡಿಸಿದರು. ಗೋಲ್ಡ್ ಕಾರ್ಡಿಗೆ ಬೆಲೆಯೇ ಇಲ್ಲದಂತಾಗಿದೆ ಎಂದು ಅಸಮಾಧಾನ ವ್ಯಕ್ತಪಡಿಸಿದರು. — [408, 1893, 709, 1957]
article-paragraph: ಮನಸ್ಸು ಸದಾ ಚಂಚಲ. ಅದನ್ನು ನಿಯಂತ್ರಿಸುವುದು ಕಷ್ಟ. ಧ್ಯಾನ, ಯೋಗ ಮತ್ತು ಸತ್ಸಂಗಗಳ ಮೂಲಕ ಮನಸ್ಸನ್ನು ಹತೋಟಿಗೆ ತರಬಹುದು. ಆಹಾರ, ವಿಹಾರ, ನಿದ್ರೆ ಹಾಗೂ ವಿಚಾರಗಳಲ್ಲಿ ಸಮತೋಲನ ಕಾಯ್ದುಕೊಂಡರೆ ಸುಖ-ದುಃಖಗಳನ್ನು ಸಮಚಿತ್ತದಿಂದ ಸ್ವೀಕರಿಸಬಹುದು. — [786, 1121, 1134, 1191]
email-icon: ✉ — [543, 2358, 567, 2381]
